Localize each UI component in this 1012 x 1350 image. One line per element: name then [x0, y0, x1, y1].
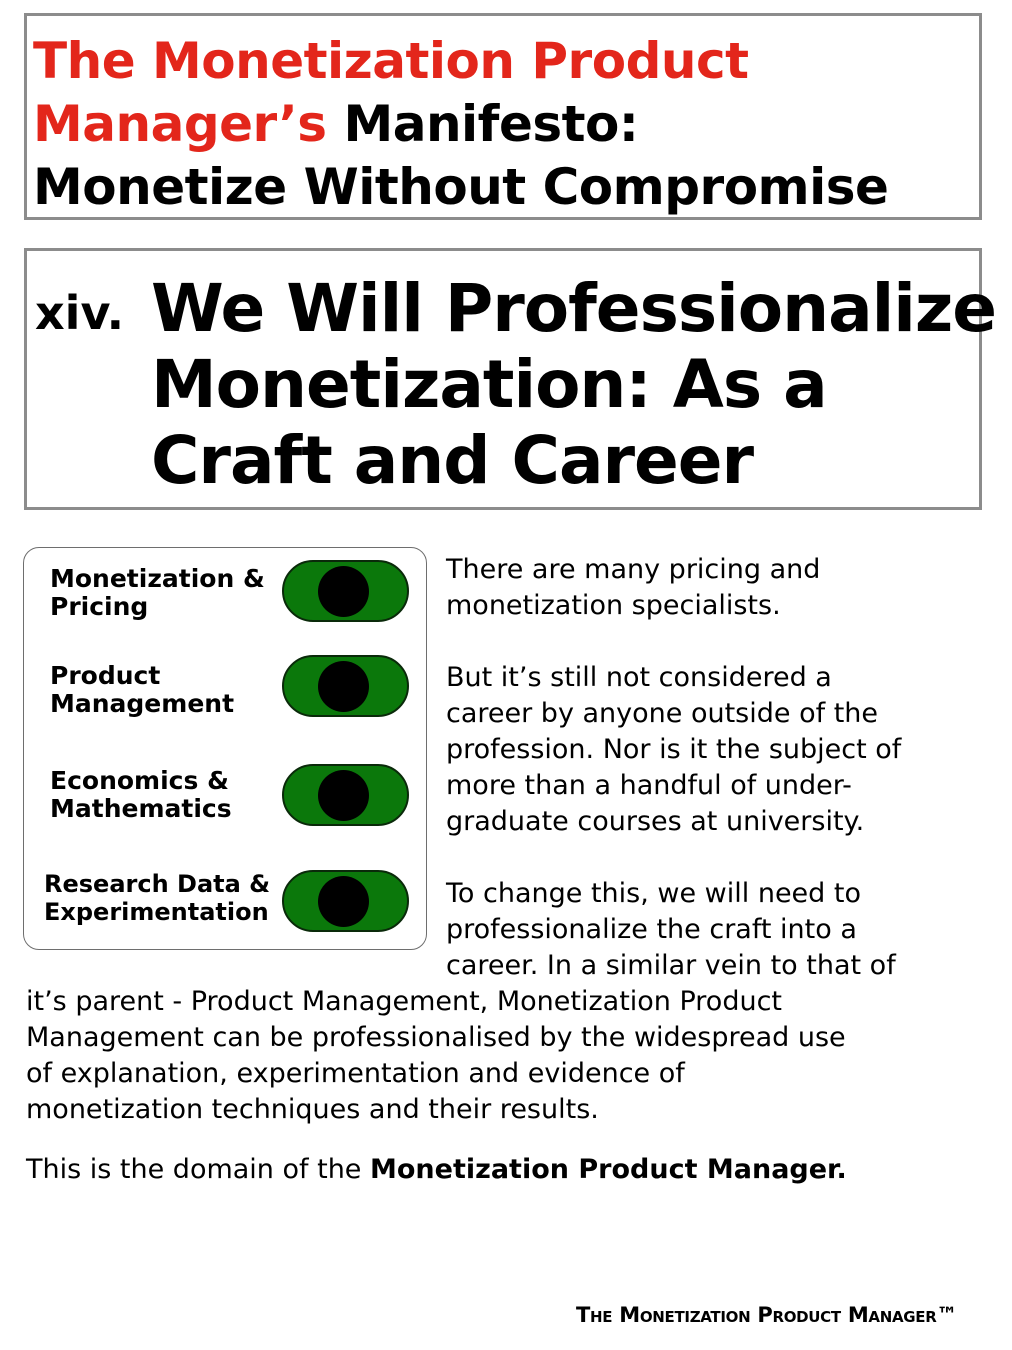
toggle-label-line: Experimentation [44, 898, 269, 926]
toggle-economics-mathematics[interactable] [282, 764, 409, 826]
text-line: graduate courses at university. [446, 806, 865, 837]
text-line: But it’s still not considered a [446, 662, 832, 693]
toggle-label-line: Mathematics [50, 794, 232, 823]
section-heading-box [24, 248, 997, 510]
toggle-knob [318, 876, 369, 927]
toggle-label-product-management [50, 662, 234, 718]
toggle-monetization-pricing[interactable] [282, 560, 409, 622]
text-line: career by anyone outside of the [446, 698, 878, 729]
toggle-label-research-experimentation [44, 870, 270, 926]
paragraph-domain [26, 1152, 847, 1188]
paragraph-not-a-career [446, 660, 901, 840]
title-black-word: Manifesto: [326, 95, 639, 153]
text-line: profession. Nor is it the subject of [446, 734, 902, 765]
toggle-label-line: Product [50, 661, 161, 690]
text-line: To change this, we will need to [446, 878, 861, 909]
toggle-label-line: Monetization & [50, 564, 265, 593]
paragraph-specialists [446, 552, 820, 624]
section-title [151, 271, 996, 499]
title-red-word: Manager’s [33, 95, 327, 153]
text-line: career. In a similar vein to that of [446, 950, 896, 981]
toggle-product-management[interactable] [282, 655, 409, 717]
toggle-label-line: Economics & [50, 766, 229, 795]
section-title-line-2: Monetization: As a [151, 346, 827, 423]
text-line: monetization specialists. [446, 590, 781, 621]
text-plain: This is the domain of the [26, 1154, 370, 1185]
title-red-line: The Monetization Product [33, 32, 749, 90]
title-black-line: Monetize Without Compromise [33, 158, 889, 216]
toggle-label-line: Research Data & [44, 870, 271, 898]
text-line: monetization techniques and their results. [26, 1094, 599, 1125]
toggle-research-experimentation[interactable] [282, 870, 409, 932]
section-title-line-3: Craft and Career [151, 422, 754, 499]
text-line: There are many pricing and [446, 554, 821, 585]
text-line: Management can be professionalised by the widespread use [26, 1022, 846, 1053]
text-line: more than a handful of under- [446, 770, 852, 801]
section-number: xiv. [35, 286, 125, 340]
footer-brand [576, 1302, 957, 1328]
paragraph-change-this-bottom [26, 984, 846, 1128]
text-bold-role: Monetization Product Manager. [370, 1154, 847, 1185]
manifesto-title-box [24, 13, 982, 220]
toggle-label-line: Pricing [50, 592, 149, 621]
footer-brand-text: The Monetization Product Manager™ [576, 1303, 958, 1327]
text-line: it’s parent - Product Management, Monetization Product [26, 986, 783, 1017]
toggle-knob [318, 566, 369, 617]
toggle-label-monetization-pricing [50, 565, 265, 621]
section-title-line-1: We Will Professionalize [151, 270, 997, 347]
toggle-label-economics-mathematics [50, 767, 232, 823]
toggle-label-line: Management [50, 689, 235, 718]
manifesto-title [33, 30, 888, 219]
paragraph-change-this-top [446, 876, 896, 984]
skills-toggle-panel [23, 547, 427, 950]
text-line: professionalize the craft into a [446, 914, 857, 945]
toggle-knob [318, 661, 369, 712]
toggle-knob [318, 770, 369, 821]
text-line: of explanation, experimentation and evidence of [26, 1058, 685, 1089]
